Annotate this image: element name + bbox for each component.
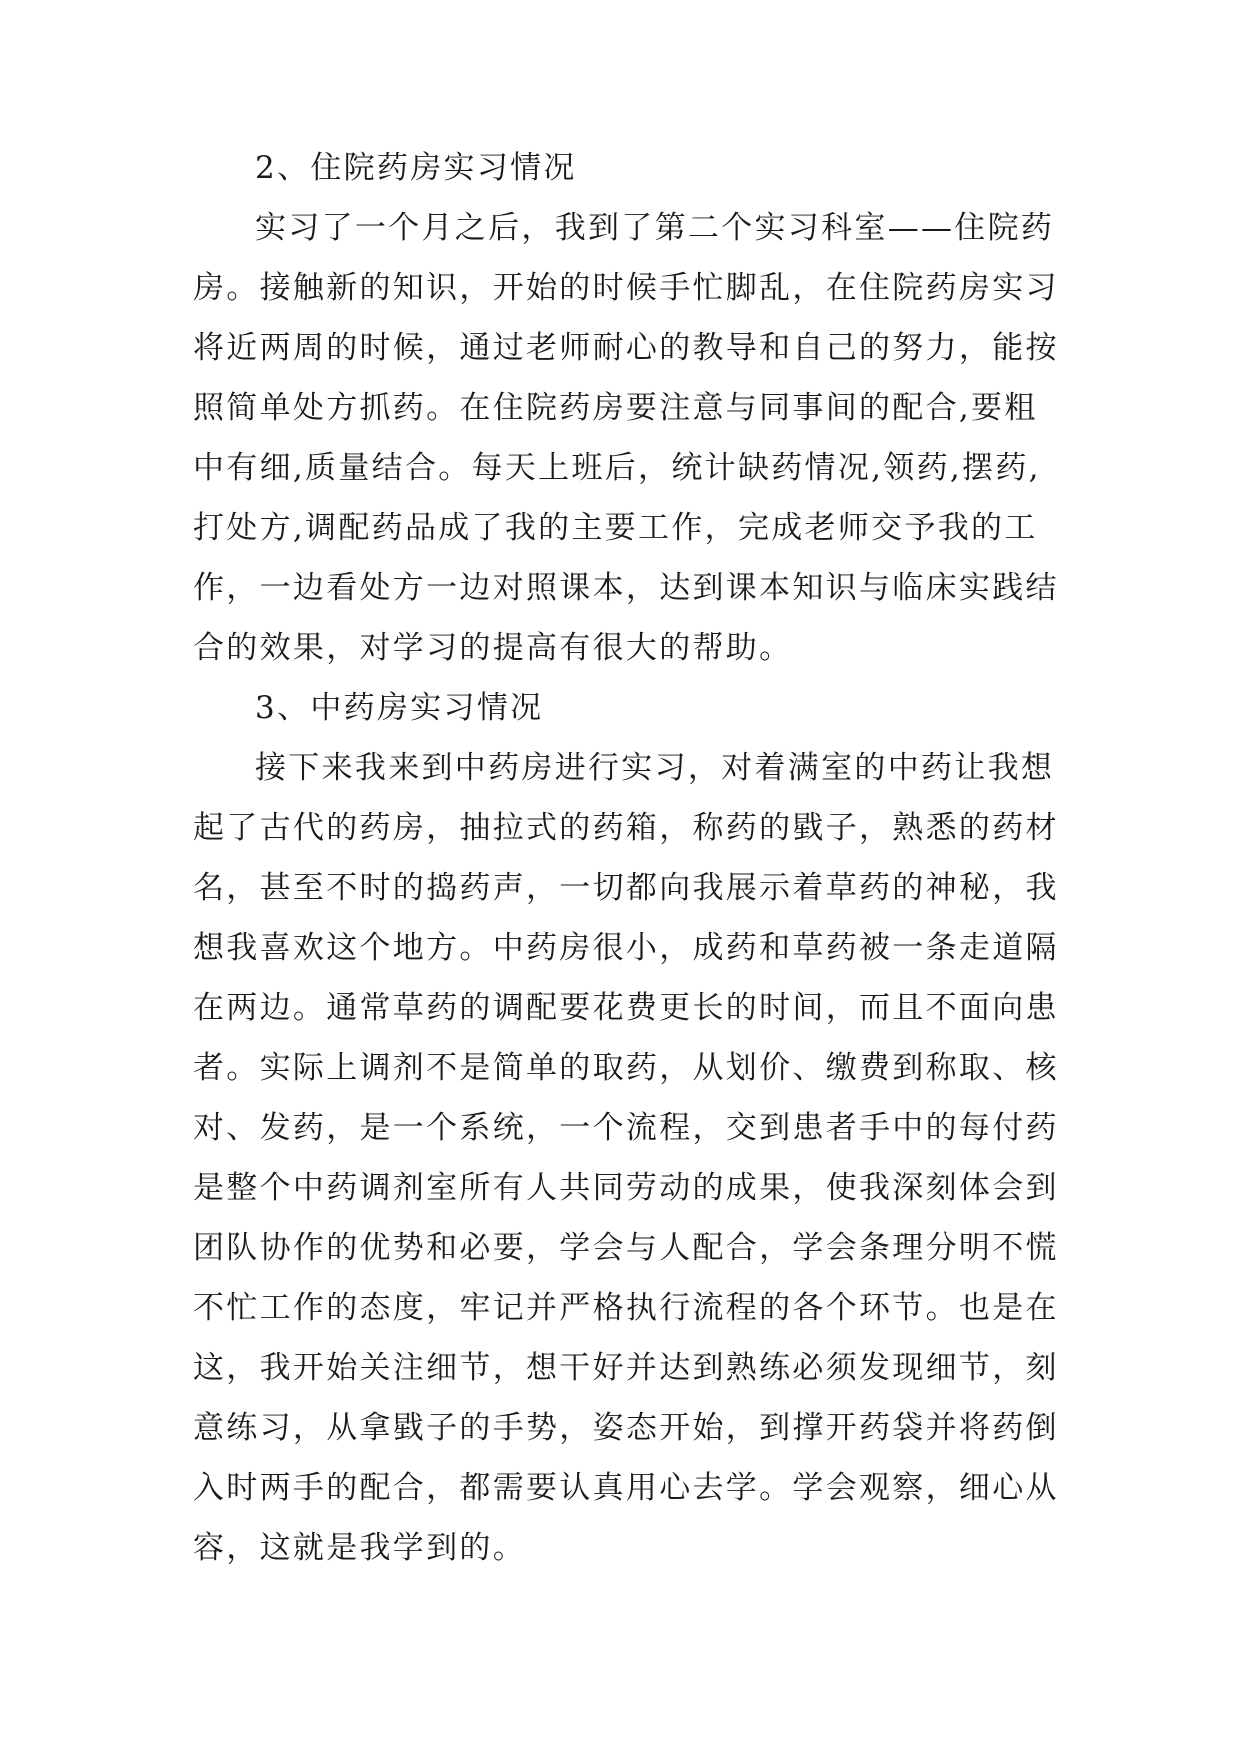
paragraph-line: 将近两周的时候，通过老师耐心的教导和自己的努力，能按: [193, 330, 1059, 366]
paragraph-line: 合的效果，对学习的提高有很大的帮助。: [193, 630, 793, 666]
paragraph-line: 在两边。通常草药的调配要花费更长的时间，而且不面向患: [193, 990, 1059, 1026]
paragraph-line: 作，一边看处方一边对照课本，达到课本知识与临床实践结: [193, 570, 1059, 606]
section-heading-tcm-pharmacy: 3、中药房实习情况: [255, 690, 544, 726]
paragraph-line: 房。接触新的知识，开始的时候手忙脚乱，在住院药房实习: [193, 270, 1059, 306]
paragraph-line: 意练习，从拿戥子的手势，姿态开始，到撑开药袋并将药倒: [193, 1410, 1059, 1446]
paragraph-line: 容，这就是我学到的。: [193, 1530, 526, 1566]
paragraph-line: 这，我开始关注细节，想干好并达到熟练必须发现细节，刻: [193, 1350, 1059, 1386]
paragraph-line: 实习了一个月之后，我到了第二个实习科室——住院药: [255, 210, 1055, 246]
paragraph-line: 团队协作的优势和必要，学会与人配合，学会条理分明不慌: [193, 1230, 1059, 1266]
paragraph-line: 接下来我来到中药房进行实习，对着满室的中药让我想: [255, 750, 1055, 786]
paragraph-line: 照简单处方抓药。在住院药房要注意与同事间的配合,要粗: [193, 390, 1038, 426]
paragraph-line: 者。实际上调剂不是简单的取药，从划价、缴费到称取、核: [193, 1050, 1059, 1086]
paragraph-line: 名，甚至不时的捣药声，一切都向我展示着草药的神秘，我: [193, 870, 1059, 906]
paragraph-line: 是整个中药调剂室所有人共同劳动的成果，使我深刻体会到: [193, 1170, 1059, 1206]
paragraph-line: 打处方,调配药品成了我的主要工作，完成老师交予我的工: [193, 510, 1038, 546]
section-heading-inpatient-pharmacy: 2、住院药房实习情况: [255, 150, 577, 186]
paragraph-line: 不忙工作的态度，牢记并严格执行流程的各个环节。也是在: [193, 1290, 1059, 1326]
paragraph-line: 对、发药，是一个系统，一个流程，交到患者手中的每付药: [193, 1110, 1059, 1146]
paragraph-line: 入时两手的配合，都需要认真用心去学。学会观察，细心从: [193, 1470, 1059, 1506]
paragraph-line: 想我喜欢这个地方。中药房很小，成药和草药被一条走道隔: [193, 930, 1059, 966]
paragraph-line: 起了古代的药房，抽拉式的药箱，称药的戥子，熟悉的药材: [193, 810, 1059, 846]
paragraph-line: 中有细,质量结合。每天上班后，统计缺药情况,领药,摆药,: [193, 450, 1041, 486]
